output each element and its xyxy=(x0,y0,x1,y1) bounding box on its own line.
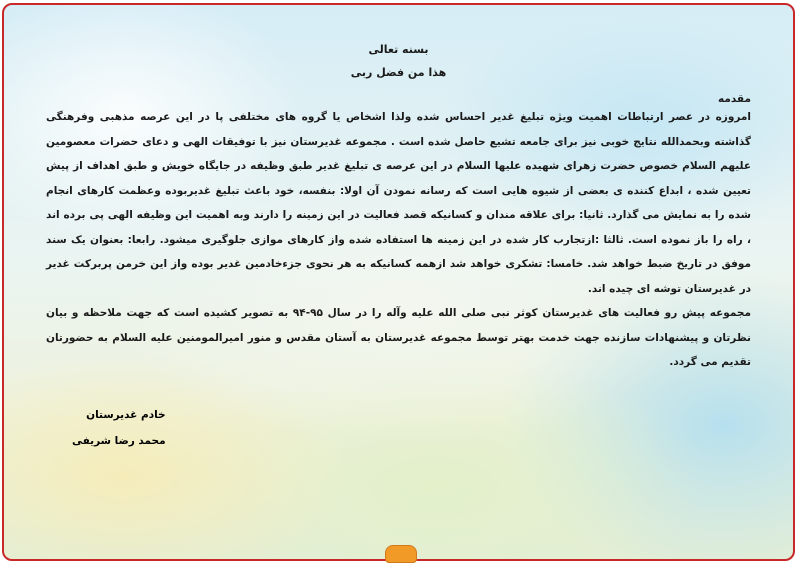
page-tab-button[interactable] xyxy=(385,545,417,563)
intro-paragraph: امروزه در عصر ارتباطات اهمیت ویژه تبلیغ غدیر احساس شده ولذا اشخاص یا گروه های مختلفی پا در این عرصه مذهبی وفرهنگی گذاشته وبحمدالله نتایج خوبی نیز برای جامعه تشیع حاصل شده است . مجموعه غدیرستان نیز با توفیقات الهی و دعای حضرات معصومین علیهم السلام خصوص حضرت زهرای شهیده علیها السلام در این عرصه ی تبلیغ غدیر طبق وظیفه در جایگاه خویش و طبق اهداف از پیش تعیین شده ، ابداع کننده ی بعضی از شیوه هایی است که رسانه نمودن آن اولا: بنفسه، خود باعث تبلیغ غدیربوده وعظمت کارهای انجام شده را به نمایش می گذارد. ثانیا: برای علاقه مندان و کسانیکه قصد فعالیت در این زمینه را دارند وبه اهمیت این وظیفه الهی پی برده اند ، راه را باز نموده است. ثالثا :ازتجارب کار شده در این زمینه ها استفاده شده واز کارهای موازی جلوگیری میشود. رابعا: بعنوان یک سند موفق در تاریخ ضبط خواهد شد. خامسا: تشکری خواهد شد ازهمه کسانیکه به هر نحوی جزءخادمین غدیر بوده واز این خرمن پربرکت غدیر در غدیرستان توشه ای چیده اند. xyxy=(46,111,751,295)
letter-body xyxy=(46,37,751,375)
invocation-line: بسنه تعالی xyxy=(368,43,429,56)
closing-paragraph: مجموعه پیش رو فعالیت های غدیرستان کوثر نبی صلی الله علیه وآله را در سال ۹۵-۹۴ به تصویر کشیده است که جهت ملاحظه و بیان نظرتان و پیشنهادات سازنده جهت خدمت بهتر توسط مجموعه غدیرستان به آستان مقدس و منور امیرالمومنین علیه السلام به حضورتان تقدیم می گردد. xyxy=(46,307,751,368)
page-frame xyxy=(2,3,795,561)
signature-name: محمد رضا شریفی xyxy=(72,435,166,447)
section-title: مقدمه xyxy=(718,93,751,105)
blessing-line: هذا من فضل ربی xyxy=(350,66,447,79)
signature-title: خادم غدیرستان xyxy=(86,409,166,421)
signature-block xyxy=(72,409,166,461)
